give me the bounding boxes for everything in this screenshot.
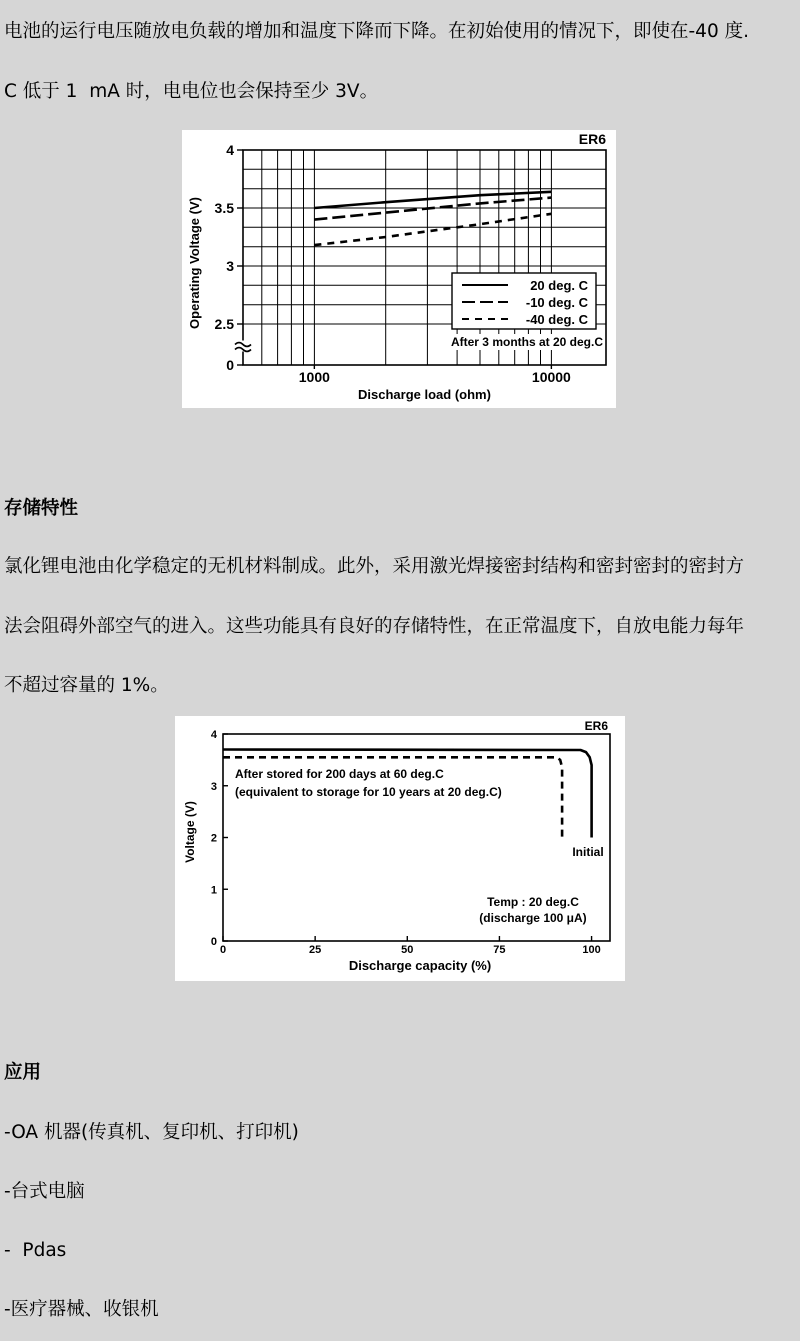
legend-label: 20 deg. C bbox=[530, 278, 588, 293]
stored-series-label: After stored for 200 days at 60 deg.C bbox=[235, 767, 444, 781]
stored-series-note: (equivalent to storage for 10 years at 20 deg.C) bbox=[235, 785, 502, 799]
storage-heading: 存储特性 bbox=[4, 498, 79, 519]
storage-paragraph-line-2: 法会阻碍外部空气的进入。这些功能具有良好的存储特性，在正常温度下，自放电能力每年 bbox=[4, 616, 745, 637]
x-tick-label: 10000 bbox=[531, 369, 571, 385]
x-tick-label: 50 bbox=[401, 944, 414, 956]
legend-label: -40 deg. C bbox=[525, 312, 588, 327]
y-tick-label: 3 bbox=[226, 258, 234, 274]
y-tick-label: 3.5 bbox=[214, 200, 234, 216]
intro-line-2: C 低于 1 mA 时，电电位也会保持至少 3V。 bbox=[4, 81, 379, 102]
application-item: -医疗器械、收银机 bbox=[4, 1299, 159, 1320]
storage-paragraph-line-1: 氯化锂电池由化学稳定的无机材料制成。此外，采用激光焊接密封结构和密封密封的密封方 bbox=[4, 556, 745, 577]
grid bbox=[243, 150, 606, 365]
y-tick-label: 0 bbox=[210, 936, 217, 948]
legend bbox=[452, 273, 596, 329]
y-tick-label: 2 bbox=[210, 832, 217, 845]
application-item: -台式电脑 bbox=[4, 1181, 85, 1202]
applications-heading: 应用 bbox=[4, 1062, 42, 1083]
intro-line-1: 电池的运行电压随放电负载的增加和温度下降而下降。在初始使用的情况下，即使在-40 度. bbox=[4, 21, 749, 42]
storage-paragraph-line-3: 不超过容量的 1%。 bbox=[4, 675, 169, 696]
legend-label: -10 deg. C bbox=[525, 295, 588, 310]
x-tick-label: 25 bbox=[309, 944, 322, 956]
x-tick-label: 75 bbox=[493, 944, 506, 956]
application-item: -OA 机器(传真机、复印机、打印机) bbox=[4, 1122, 299, 1143]
chart-title: ER6 bbox=[584, 719, 608, 733]
storage-discharge-chart bbox=[175, 716, 625, 981]
x-tick-label: 1000 bbox=[298, 369, 330, 385]
initial-series-label: Initial bbox=[572, 845, 604, 859]
application-item: - Pdas bbox=[4, 1240, 67, 1261]
y-tick-label: 4 bbox=[226, 142, 234, 158]
x-tick-label: 100 bbox=[582, 944, 601, 956]
y-tick-label: 4 bbox=[210, 729, 217, 741]
y-axis-label: Operating Voltage (V) bbox=[187, 197, 202, 329]
annotation-label: After 3 months at 20 deg.C bbox=[450, 335, 603, 349]
y-axis-label: Voltage (V) bbox=[183, 801, 197, 863]
chart-title: ER6 bbox=[578, 131, 606, 147]
y-tick-label: 1 bbox=[210, 884, 217, 897]
operating-voltage-chart bbox=[182, 130, 616, 408]
x-axis-label: Discharge capacity (%) bbox=[348, 958, 492, 973]
series-line-40-deg-c bbox=[314, 214, 551, 245]
y-tick-label: 0 bbox=[226, 357, 234, 373]
y-tick-label: 2.5 bbox=[214, 316, 234, 332]
test-conditions-line: Temp : 20 deg.C bbox=[487, 895, 579, 909]
plot-frame bbox=[223, 734, 610, 941]
y-tick-label: 3 bbox=[210, 780, 217, 793]
test-conditions-line: (discharge 100 μA) bbox=[479, 911, 587, 925]
x-axis-label: Discharge load (ohm) bbox=[358, 387, 491, 402]
series-line-10-deg-c bbox=[314, 198, 551, 220]
storage-discharge-plot bbox=[175, 716, 625, 981]
operating-voltage-plot bbox=[182, 130, 616, 408]
x-tick-label: 0 bbox=[219, 944, 227, 956]
